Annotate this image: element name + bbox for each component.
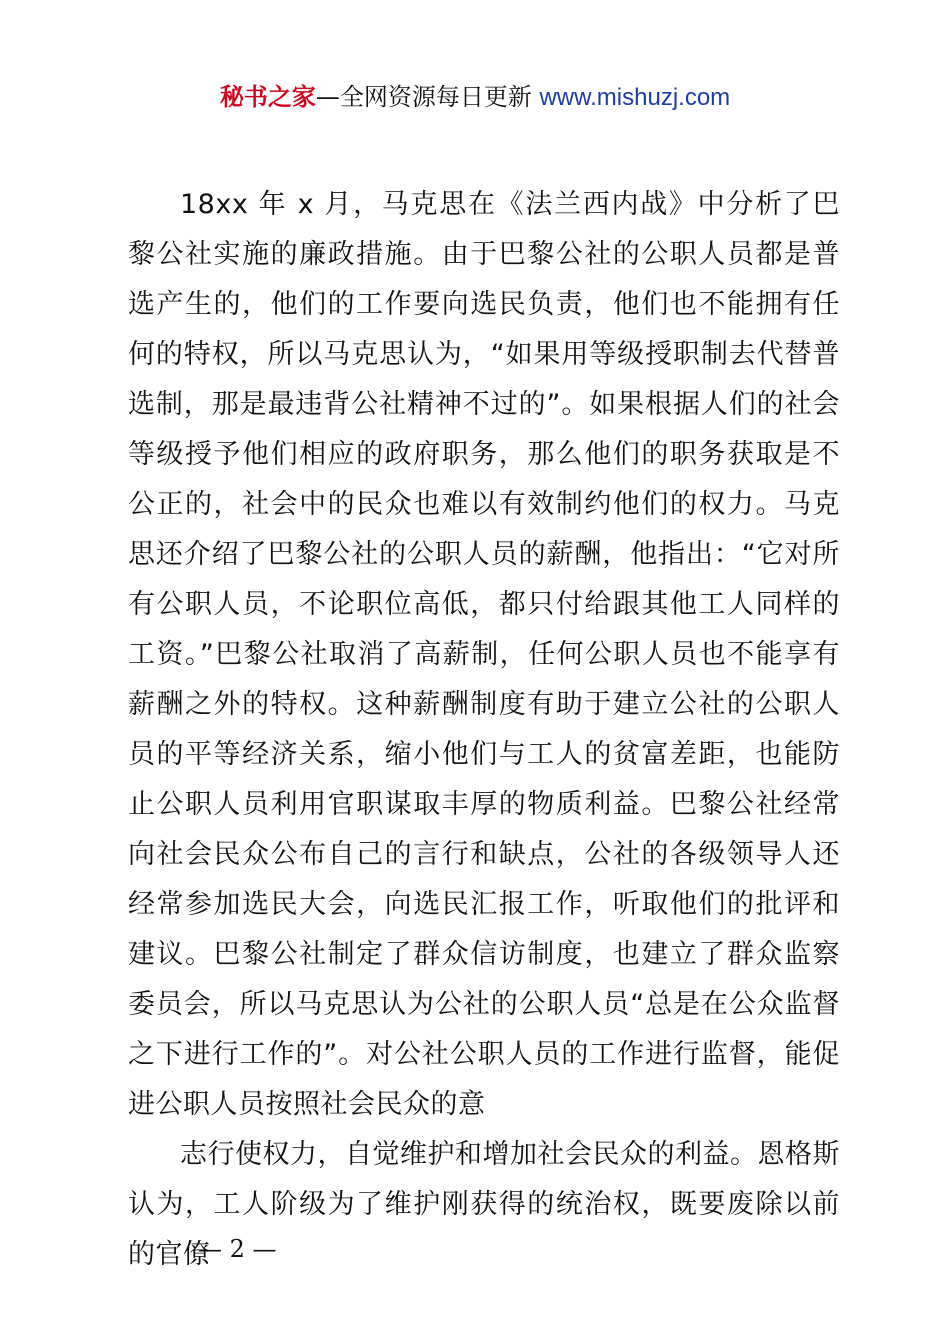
paragraph-2: 志行使权力，自觉维护和增加社会民众的利益。恩格斯认为，工人阶级为了维护刚获得的统治权，既要废除以前的官僚 <box>128 1139 840 1270</box>
site-tagline: —全网资源每日更新 <box>315 83 540 111</box>
document-body <box>128 180 840 1280</box>
site-header <box>0 80 950 115</box>
site-url-link[interactable]: www.mishuzj.com <box>539 84 731 111</box>
site-brand: 秘书之家 <box>219 83 316 111</box>
paragraph-1: 18xx 年 x 月，马克思在《法兰西内战》中分析了巴黎公社实施的廉政措施。由于巴黎公社的公职人员都是普选产生的，他们的工作要向选民负责，他们也不能拥有任何的特权，所以马克思认为，“如果用等级授职制去代替普选制，那是最违背公社精神不过的”。如果根据人们的社会等级授予他们相应的政府职务，那么他们的职务获取是不公正的，社会中的民众也难以有效制约他们的权力。马克思还介绍了巴黎公社的公职人员的薪酬，他指出：“它对所有公职人员，不论职位高低，都只付给跟其他工人同样的工资。”巴黎公社取消了高薪制，任何公职人员也不能享有薪酬之外的特权。这种薪酬制度有助于建立公社的公职人员的平等经济关系，缩小他们与工人的贫富差距，也能防止公职人员利用官职谋取丰厚的物质利益。巴黎公社经常向社会民众公布自己的言行和缺点，公社的各级领导人还经常参加选民大会，向选民汇报工作，听取他们的批评和建议。巴黎公社制定了群众信访制度，也建立了群众监察委员会，所以马克思认为公社的公职人员“总是在公众监督之下进行工作的”。对公社公职人员的工作进行监督，能促进公职人员按照社会民众的意 <box>128 189 840 1120</box>
page-number: — 2 — <box>198 1235 277 1263</box>
